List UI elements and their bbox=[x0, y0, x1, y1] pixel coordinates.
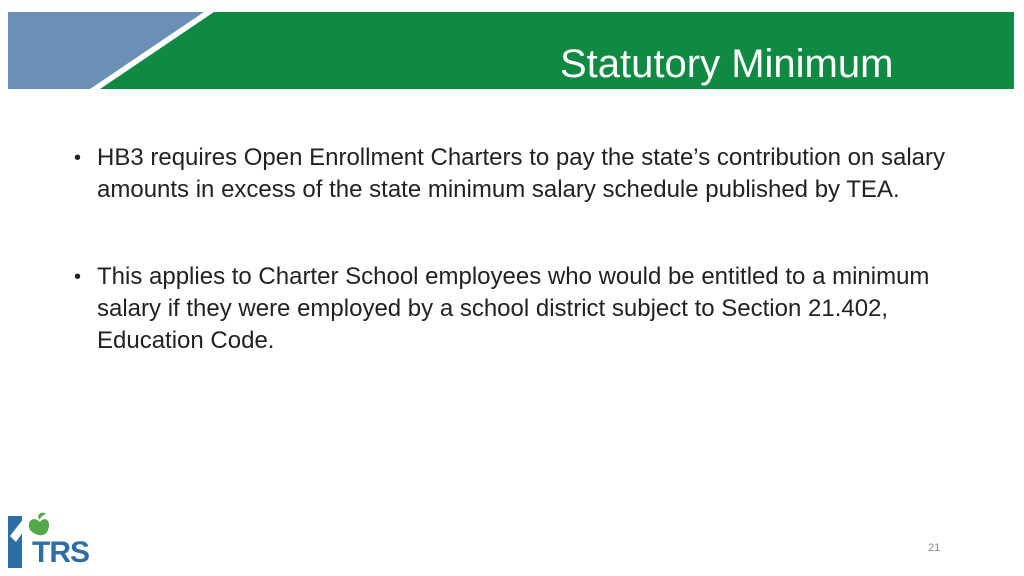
logo-leaf bbox=[38, 513, 46, 520]
bullet-text: HB3 requires Open Enrollment Charters to pay the state’s contribution on salary amounts in excess of the state minimum salary schedule published by TEA. bbox=[97, 144, 945, 203]
bullet-dot-icon: • bbox=[74, 266, 82, 288]
bullet-text: This applies to Charter School employees who would be entitled to a minimum salary if they were employed by a school district subject to Section 21.402, Education Code. bbox=[97, 263, 930, 354]
bullet-dot-icon: • bbox=[74, 147, 82, 169]
logo-apple bbox=[29, 519, 49, 535]
logo-text: TRS bbox=[32, 536, 89, 569]
bullet-item bbox=[74, 261, 974, 357]
slide-title: Statutory Minimum bbox=[560, 42, 894, 86]
bullet-list bbox=[74, 142, 974, 412]
page-number: 21 bbox=[928, 542, 941, 554]
bullet-item bbox=[74, 142, 974, 206]
trs-logo bbox=[8, 512, 89, 570]
title-banner bbox=[8, 12, 1014, 89]
